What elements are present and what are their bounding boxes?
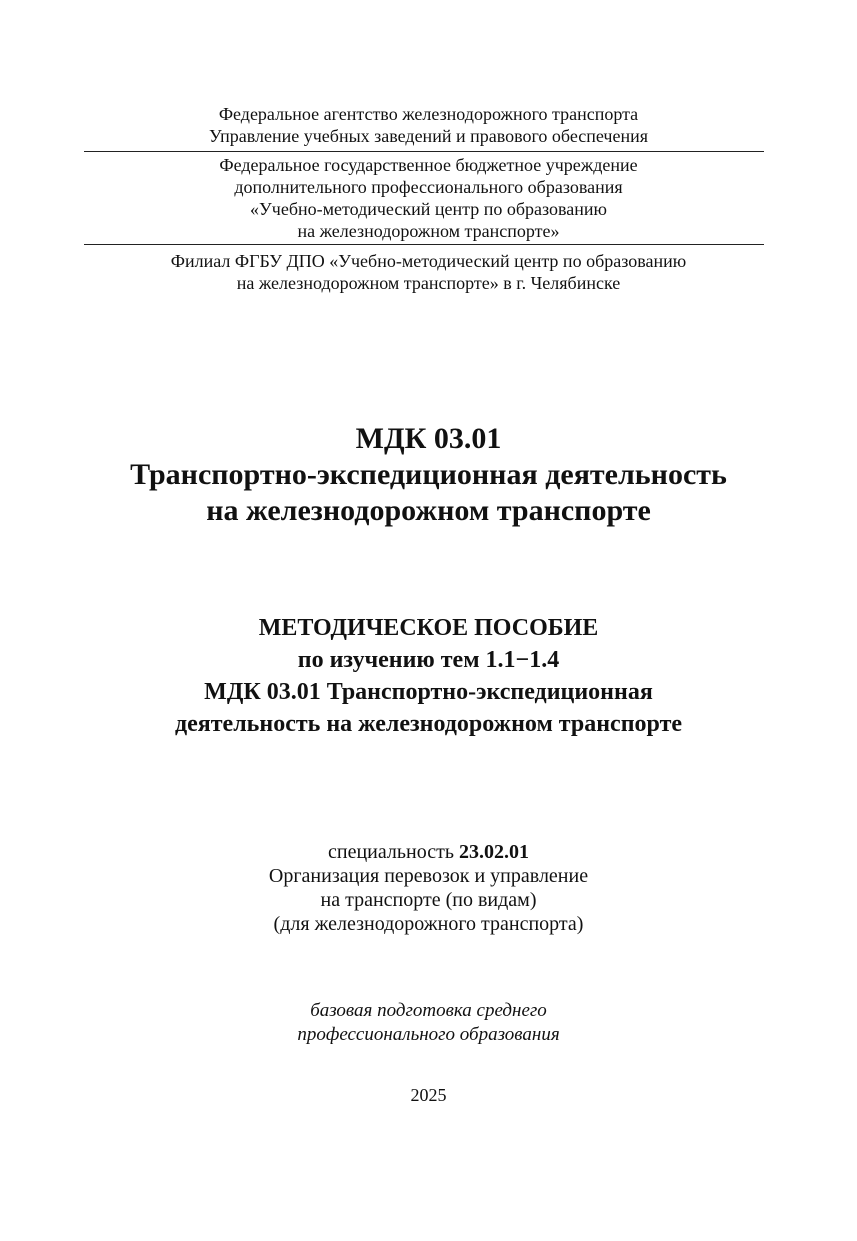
title-line-2: Транспортно-экспедиционная деятельность	[130, 458, 727, 491]
specialty-name-line-1: Организация перевозок и управление	[268, 865, 589, 887]
specialty-code: 23.02.01	[458, 841, 529, 863]
subtitle-line-4: деятельность на железнодорожном транспорте	[174, 711, 683, 737]
header-divider-top	[84, 151, 764, 152]
institution-line-3: «Учебно-методический центр по образованию	[250, 199, 607, 219]
level-line-2: профессионального образования	[297, 1024, 560, 1045]
publication-year: 2025	[410, 1085, 447, 1105]
institution-line-4: на железнодорожном транспорте»	[297, 221, 560, 241]
subtitle-line-3: МДК 03.01 Транспортно-экспедиционная	[204, 679, 653, 705]
branch-line-1: Филиал ФГБУ ДПО «Учебно-методический центр по образованию	[170, 251, 687, 271]
subtitle-line-2: по изучению тем 1.1−1.4	[297, 647, 560, 673]
specialty-name-line-3: (для железнодорожного транспорта)	[273, 913, 584, 935]
branch-line-2: на железнодорожном транспорте» в г. Челябинске	[236, 273, 621, 293]
header-divider-bottom	[84, 244, 764, 245]
institution-line-1: Федеральное государственное бюджетное учреждение	[219, 155, 638, 175]
title-line-1: МДК 03.01	[355, 422, 502, 455]
subtitle-line-1: МЕТОДИЧЕСКОЕ ПОСОБИЕ	[258, 615, 599, 641]
specialty-prefix: специальность	[328, 841, 454, 863]
institution-line-2: дополнительного профессионального образования	[234, 177, 623, 197]
specialty-name-line-2: на транспорте (по видам)	[320, 889, 537, 911]
agency-line-2: Управление учебных заведений и правового обеспечения	[208, 126, 649, 146]
level-line-1: базовая подготовка среднего	[310, 1000, 547, 1021]
title-line-3: на железнодорожном транспорте	[206, 494, 651, 527]
specialty-line	[0, 840, 857, 865]
agency-line-1: Федеральное агентство железнодорожного транспорта	[218, 104, 639, 124]
